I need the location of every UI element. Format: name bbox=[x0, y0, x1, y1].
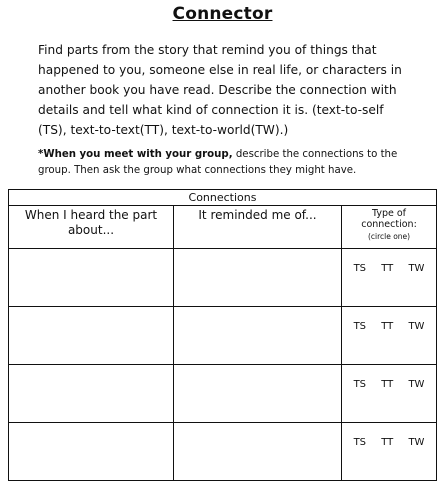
group-note-rest: describe the connections to the group. Then ask the group what connections they might have. bbox=[38, 149, 398, 176]
instructions-text: Find parts from the story that remind you of things that happened to you, someone else in real life, or characters in another book you have read. Describe the connection with details and tell what kind of connection it is. (text-to-self (TS), text-to-text(TT), text-to-world(TW).) bbox=[38, 43, 402, 137]
page-title: Connector bbox=[172, 4, 273, 24]
choice-tw[interactable]: TW bbox=[408, 263, 425, 274]
group-note bbox=[38, 147, 408, 179]
table-row bbox=[9, 423, 437, 481]
connections-table bbox=[8, 189, 437, 481]
choice-tw[interactable]: TW bbox=[408, 321, 425, 332]
type-cell bbox=[342, 307, 437, 365]
reminded-cell[interactable] bbox=[174, 249, 342, 307]
table-caption: Connections bbox=[9, 190, 437, 206]
caption-row bbox=[9, 190, 437, 206]
heard-cell[interactable] bbox=[9, 307, 174, 365]
choice-ts[interactable]: TS bbox=[353, 437, 367, 448]
heard-cell[interactable] bbox=[9, 365, 174, 423]
choice-tt[interactable]: TT bbox=[381, 379, 394, 390]
column-header-reminded: It reminded me of... bbox=[174, 206, 342, 249]
reminded-cell[interactable] bbox=[174, 423, 342, 481]
type-header-line1: Type of bbox=[372, 208, 407, 219]
type-cell bbox=[342, 365, 437, 423]
heard-cell[interactable] bbox=[9, 249, 174, 307]
table-row bbox=[9, 307, 437, 365]
reminded-cell[interactable] bbox=[174, 307, 342, 365]
choice-tt[interactable]: TT bbox=[381, 321, 394, 332]
choice-ts[interactable]: TS bbox=[353, 263, 367, 274]
table-row bbox=[9, 365, 437, 423]
type-header-line2: connection: bbox=[361, 219, 417, 230]
reminded-cell[interactable] bbox=[174, 365, 342, 423]
type-header-note: (circle one) bbox=[367, 232, 411, 241]
choice-tt[interactable]: TT bbox=[381, 437, 394, 448]
choice-ts[interactable]: TS bbox=[353, 321, 367, 332]
column-header-type bbox=[342, 206, 437, 249]
choice-tt[interactable]: TT bbox=[381, 263, 394, 274]
choice-tw[interactable]: TW bbox=[408, 379, 425, 390]
choice-tw[interactable]: TW bbox=[408, 437, 425, 448]
type-cell bbox=[342, 423, 437, 481]
header-row bbox=[9, 206, 437, 249]
choice-ts[interactable]: TS bbox=[353, 379, 367, 390]
group-note-lead: *When you meet with your group, bbox=[38, 149, 233, 160]
table-row bbox=[9, 249, 437, 307]
column-header-heard: When I heard the part about... bbox=[9, 206, 174, 249]
type-cell bbox=[342, 249, 437, 307]
heard-cell[interactable] bbox=[9, 423, 174, 481]
